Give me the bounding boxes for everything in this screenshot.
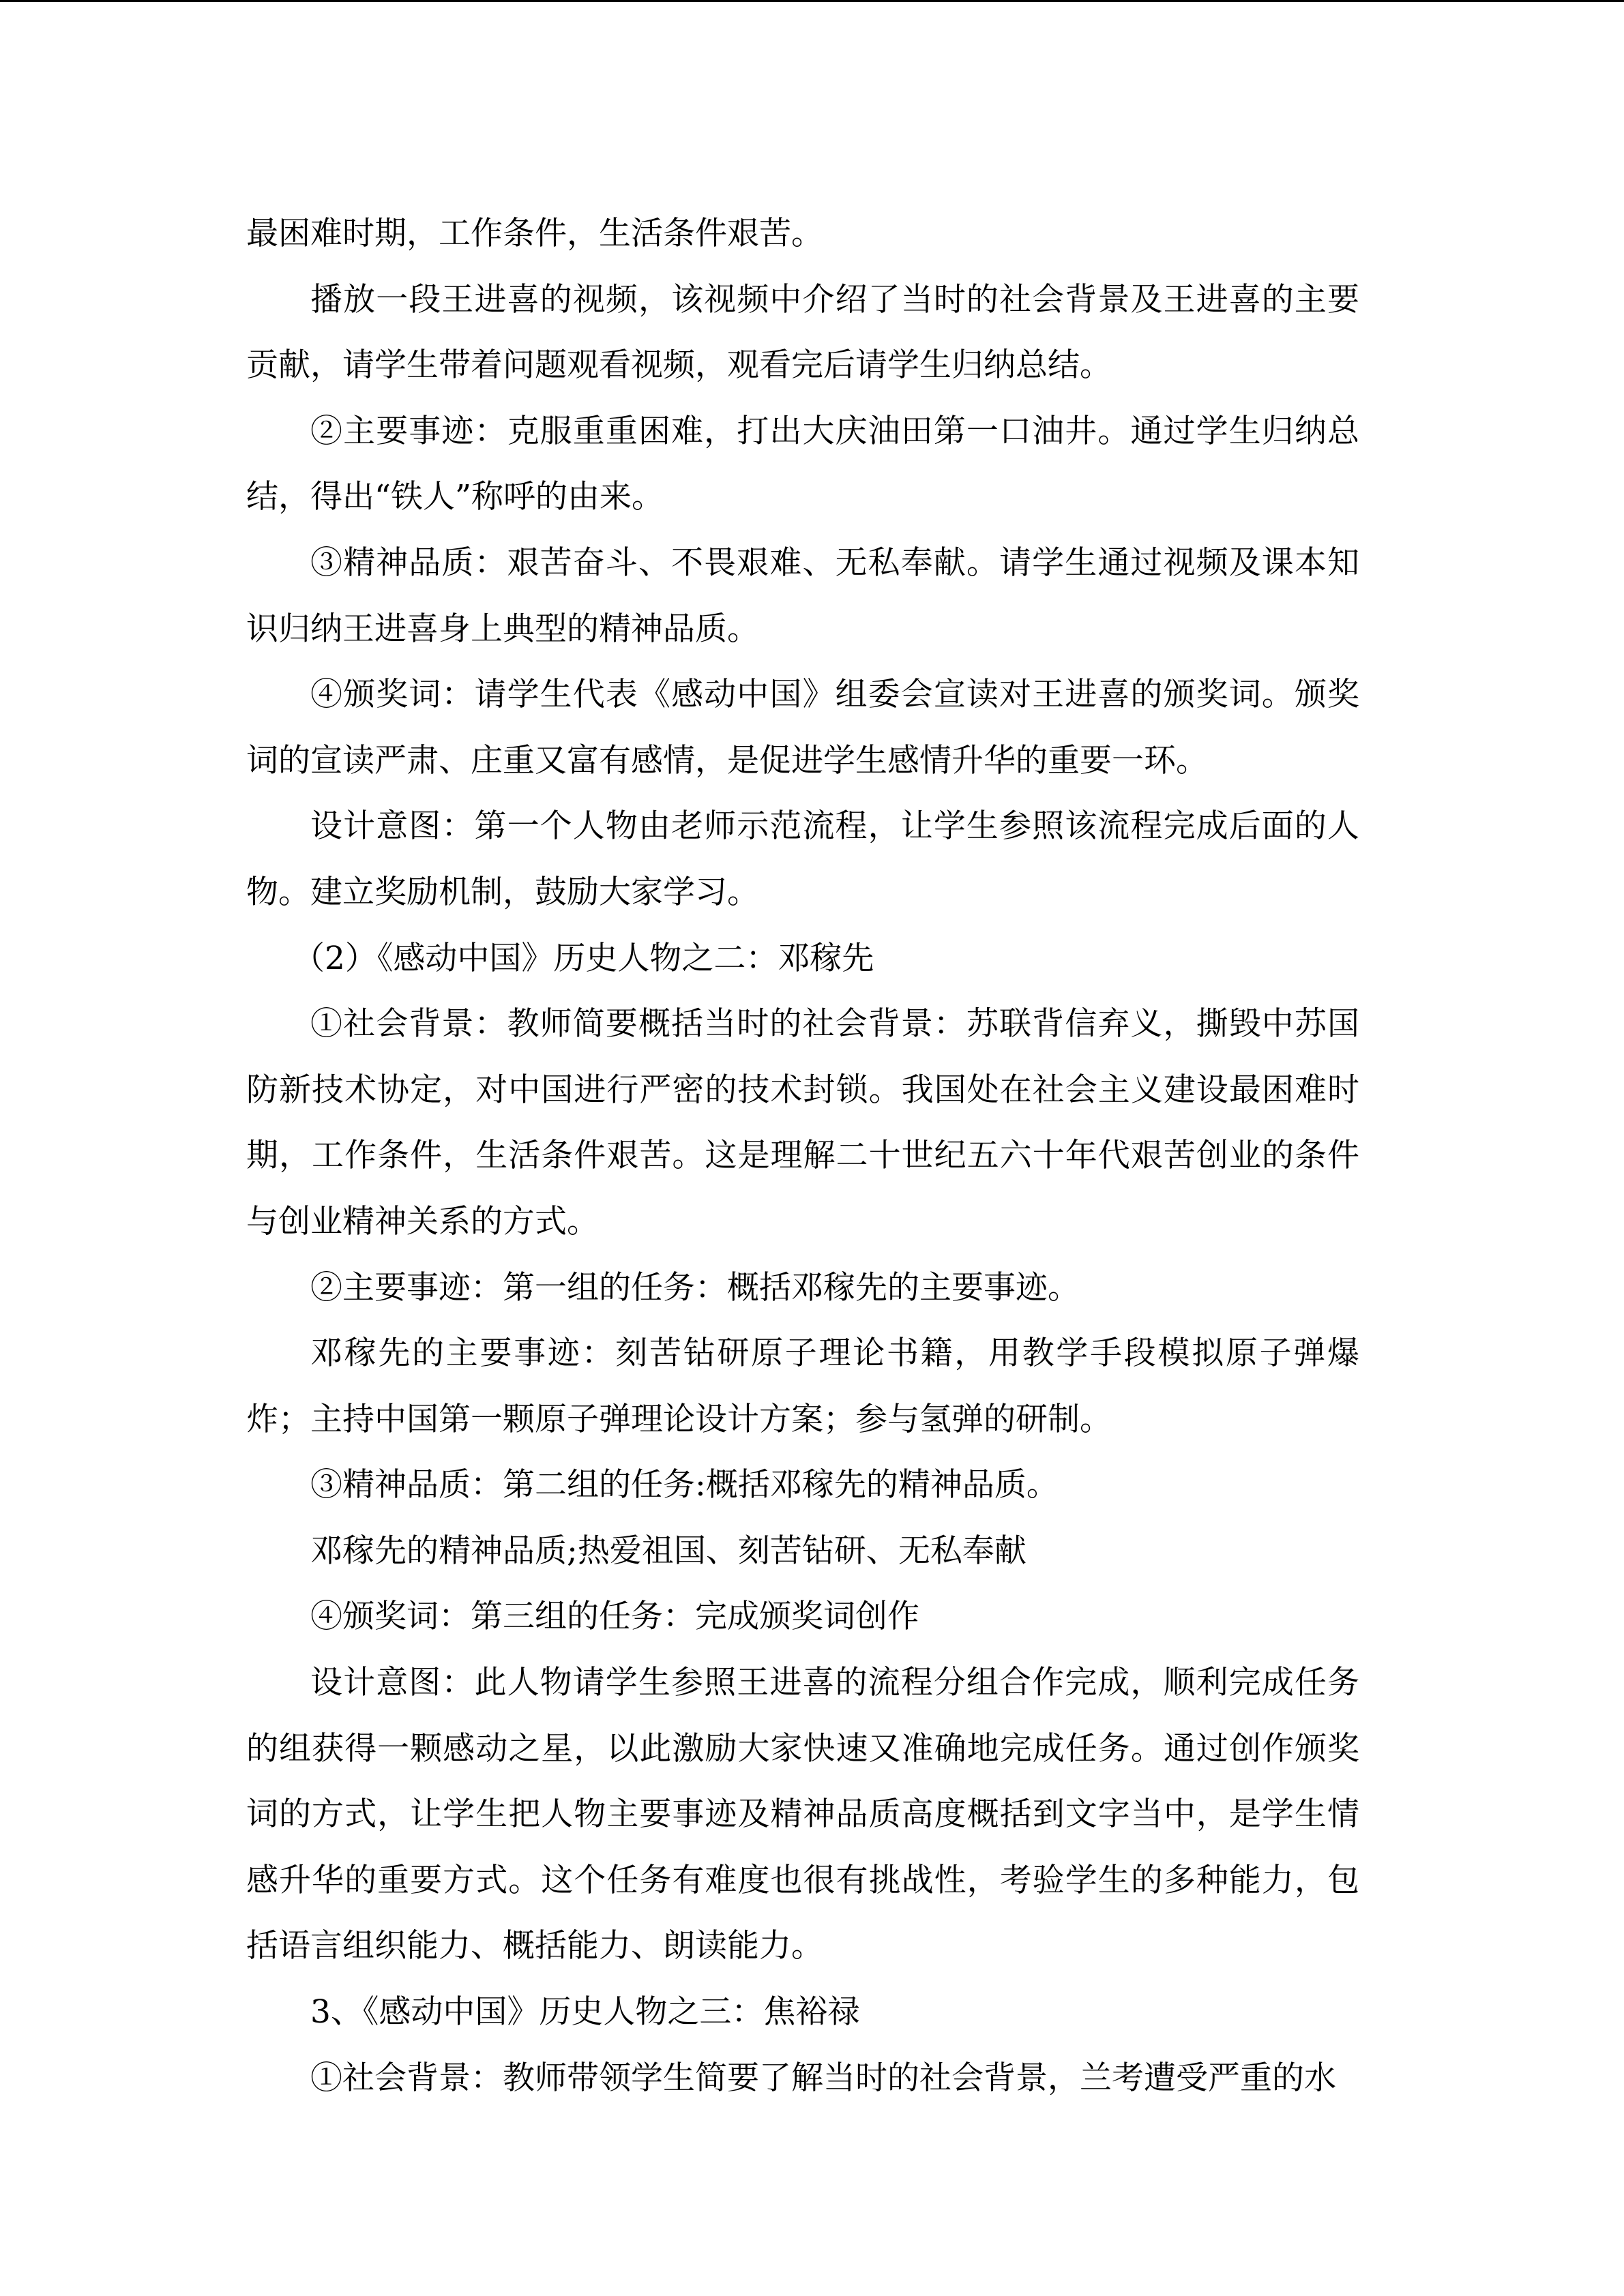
- paragraph-wang-spirit: ③精神品质：艰苦奋斗、不畏艰难、无私奉献。请学生通过视频及课本知识归纳王进喜身上典型的精神品质。: [246, 543, 1359, 648]
- paragraph-deng-background: ①社会背景：教师简要概括当时的社会背景：苏联背信弃义，撕毁中苏国防新技术协定，对中国进行严密的技术封锁。我国处在社会主义建设最困难时期，工作条件，生活条件艰苦。这是理解二十世纪五六十年代艰苦创业的条件与创业精神关系的方式。: [246, 1005, 1359, 1240]
- paragraph-design-intent-2: 设计意图：此人物请学生参照王进喜的流程分组合作完成，顺利完成任务的组获得一颗感动之星，以此激励大家快速又准确地完成任务。通过创作颁奖词的方式，让学生把人物主要事迹及精神品质高度概括到文字当中，是学生情感升华的重要方式。这个任务有难度也很有挑战性，考验学生的多种能力，包括语言组织能力、概括能力、朗读能力。: [246, 1664, 1359, 1965]
- paragraph-video-intro: 播放一段王进喜的视频，该视频中介绍了当时的社会背景及王进喜的主要贡献，请学生带着问题观看视频，观看完后请学生归纳总结。: [246, 280, 1359, 385]
- paragraph-wang-award: ④颁奖词：请学生代表《感动中国》组委会宣读对王进喜的颁奖词。颁奖词的宣读严肃、庄重又富有感情，是促进学生感情升华的重要一环。: [246, 676, 1359, 779]
- paragraph-deng-task-1: ②主要事迹：第一组的任务：概括邓稼先的主要事迹。: [310, 1268, 1080, 1307]
- paragraph-design-intent-1: 设计意图：第一个人物由老师示范流程，让学生参照该流程完成后面的人物。建立奖励机制，鼓励大家学习。: [246, 807, 1359, 911]
- document-body: [246, 201, 1359, 2111]
- section-heading-deng: （2）《感动中国》历史人物之二：邓稼先: [293, 939, 874, 977]
- section-heading-jiao: 3、《感动中国》历史人物之三：焦裕禄: [310, 1993, 860, 2031]
- paragraph-deng-spirit: 邓稼先的精神品质;热爱祖国、刻苦钻研、无私奉献: [310, 1532, 1027, 1570]
- paragraph-deng-task-2: ③精神品质：第二组的任务:概括邓稼先的精神品质。: [310, 1466, 1059, 1504]
- paragraph-deng-task-3: ④颁奖词：第三组的任务：完成颁奖词创作: [310, 1598, 919, 1636]
- paragraph-continuation: 最困难时期，工作条件，生活条件艰苦。: [246, 215, 823, 252]
- top-border-rule: [0, 0, 1624, 2]
- paragraph-wang-deeds: ②主要事迹：克服重重困难，打出大庆油田第一口油井。通过学生归纳总结，得出“铁人”称呼的由来。: [246, 412, 1359, 516]
- paragraph-deng-deeds: 邓稼先的主要事迹：刻苦钻研原子理论书籍，用教学手段模拟原子弹爆炸；主持中国第一颗原子弹理论设计方案；参与氢弹的研制。: [246, 1335, 1359, 1438]
- paragraph-jiao-background: ①社会背景：教师带领学生简要了解当时的社会背景，兰考遭受严重的水: [310, 2059, 1336, 2097]
